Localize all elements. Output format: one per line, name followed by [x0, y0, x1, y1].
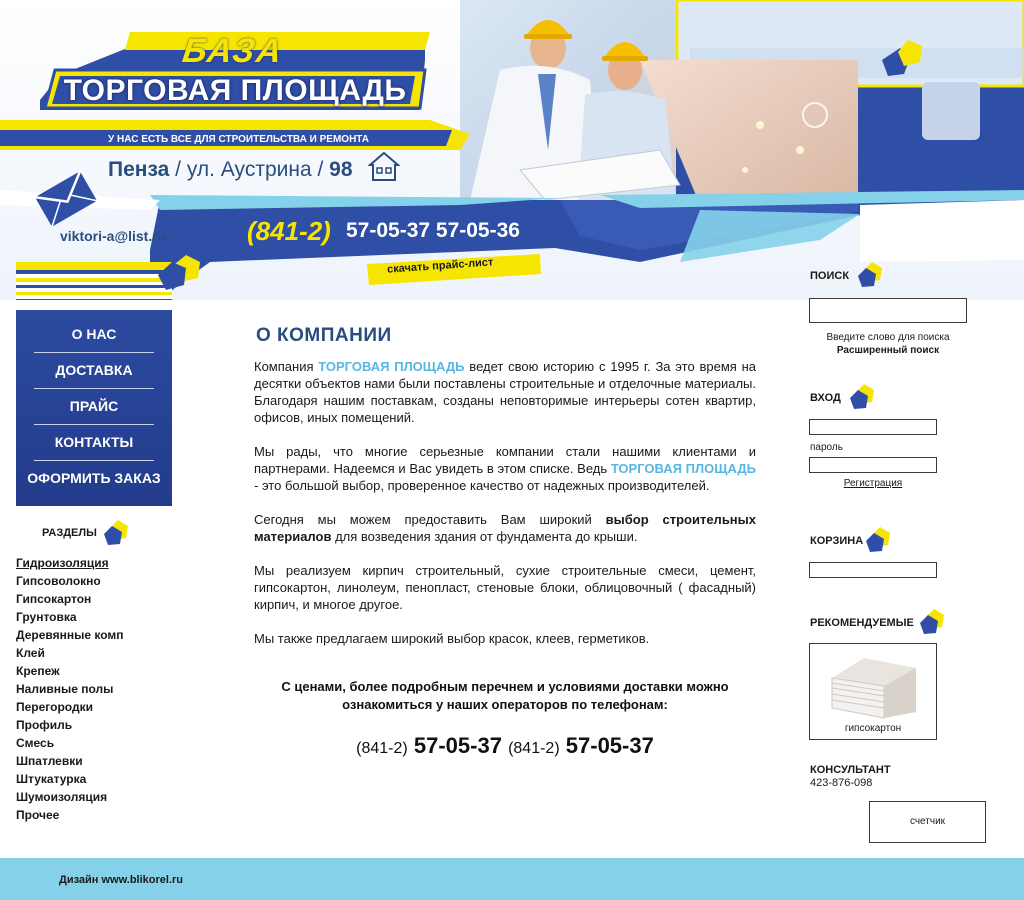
section-item[interactable]: Прочее — [16, 808, 60, 822]
section-item[interactable]: Деревянные комп — [16, 628, 124, 642]
text: - это большой выбор, проверенное качество от надежных производителей. — [254, 478, 710, 493]
about-text — [254, 358, 756, 664]
section-item[interactable]: Крепеж — [16, 664, 60, 678]
text: Мы рады, что многие серьезные компании стали нашими клиентами и партнерами. Надеемся и Вас увидеть в этом списке. Ведь — [254, 444, 756, 476]
address-house: 98 — [329, 158, 353, 181]
brand-highlight: ТОРГОВАЯ ПЛОЩАДЬ — [318, 359, 465, 374]
logo-top-text: БАЗА — [180, 32, 286, 70]
section-item[interactable]: Шумоизоляция — [16, 790, 108, 804]
paragraph — [254, 511, 756, 545]
section-item[interactable]: Наливные полы — [16, 682, 114, 696]
contact-phones — [254, 731, 756, 761]
paragraph: Мы реализуем кирпич строительный, сухие строительные смеси, цемент, гипсокартон, линолеум, пенопласт, стеновые блоки, облицовочный ( фасадный) кирпич, и многое другое. — [254, 563, 756, 612]
search-title: ПОИСК — [810, 270, 850, 282]
section-item[interactable]: Штукатурка — [16, 772, 87, 786]
consultant-phone: 423-876-098 — [810, 777, 873, 789]
phone-code: (841-2) — [508, 740, 560, 757]
nav-item-price[interactable]: ПРАЙС — [69, 398, 119, 414]
sections-title: РАЗДЕЛЫ — [42, 527, 97, 539]
page-title: О КОМПАНИИ — [256, 325, 392, 346]
phone-number: 57-05-37 — [565, 733, 654, 758]
phone-code: (841-2) — [356, 740, 408, 757]
address-city: Пенза — [108, 158, 170, 181]
pentagon-icon — [864, 525, 892, 553]
brand-highlight: ТОРГОВАЯ ПЛОЩАДЬ — [610, 461, 756, 476]
nav-item-about[interactable]: О НАС — [71, 326, 117, 342]
envelope-icon[interactable] — [32, 168, 100, 230]
plasterboard-image — [824, 650, 924, 720]
section-item[interactable]: Гипсокартон — [16, 592, 92, 606]
section-item[interactable]: Грунтовка — [16, 610, 77, 624]
address-street: / ул. Аустрина / — [175, 158, 324, 181]
pentagon-icon — [848, 382, 876, 410]
nav-item-contacts[interactable]: КОНТАКТЫ — [54, 434, 134, 450]
login-title: ВХОД — [810, 392, 841, 404]
search-hint: Введите слово для поиска — [826, 332, 950, 343]
text: Компания — [254, 359, 319, 374]
bold-text: выбор строительных материалов — [254, 512, 756, 544]
contact-cta: С ценами, более подробным перечнем и условиями доставки можно ознакомиться у наших операторов по телефонам: — [281, 679, 729, 712]
footer — [0, 858, 1024, 900]
phone-number: 57-05-37 — [413, 733, 502, 758]
recommended-title: РЕКОМЕНДУЕМЫЕ — [810, 617, 914, 629]
login-input[interactable] — [809, 419, 937, 435]
recommended-product-name: гипсокартон — [844, 723, 902, 734]
section-item[interactable]: Гипсоволокно — [16, 574, 101, 588]
price-list-button[interactable] — [365, 252, 542, 286]
advanced-search-link[interactable]: Расширенный поиск — [836, 345, 940, 356]
logo-main-text: ТОРГОВАЯ ПЛОЩАДЬ — [63, 74, 407, 107]
house-icon — [368, 150, 400, 182]
recommended-product-card[interactable] — [809, 643, 937, 740]
pentagon-icon — [856, 260, 884, 288]
nav-item-order[interactable]: ОФОРМИТЬ ЗАКАЗ — [27, 470, 161, 486]
section-item[interactable]: Клей — [16, 646, 45, 660]
section-item[interactable]: Гидроизоляция — [16, 556, 109, 570]
paragraph: Мы также предлагаем широкий выбор красок, клеев, герметиков. — [254, 631, 650, 646]
section-item[interactable]: Шпатлевки — [16, 754, 83, 768]
tagline: У НАС ЕСТЬ ВСЕ ДЛЯ СТРОИТЕЛЬСТВА И РЕМОНТА — [108, 134, 369, 145]
text: ведет свою историю с 1995 г. За это время на десятки объектов нами были поставлены строительные и отделочные материалы. Благодаря нашим поставкам, созданы неповторимые интерьеры сотен квартир, офисов, иных помещений. — [254, 359, 756, 425]
search-input[interactable] — [809, 298, 967, 323]
section-item[interactable]: Профиль — [16, 718, 73, 732]
address — [108, 156, 353, 184]
text: Сегодня мы можем предоставить Вам широкий — [254, 512, 606, 527]
section-item[interactable]: Перегородки — [16, 700, 93, 714]
register-link[interactable]: Регистрация — [843, 478, 903, 489]
email-link[interactable]: viktori-a@list.ru — [60, 228, 167, 244]
text: для возведения здания от фундамента до крыши. — [331, 529, 638, 544]
header-phone-code: (841-2) — [247, 216, 331, 246]
consultant-title: КОНСУЛЬТАНТ — [810, 764, 891, 776]
main-nav — [16, 310, 172, 506]
pentagon-icon — [918, 607, 946, 635]
section-item[interactable]: Смесь — [16, 736, 55, 750]
nav-item-delivery[interactable]: ДОСТАВКА — [55, 362, 133, 378]
price-list-label: скачать прайс-лист — [386, 256, 494, 276]
header-phone-numbers: 57-05-37 57-05-36 — [346, 219, 520, 242]
pentagon-icon — [102, 518, 130, 546]
paragraph — [254, 443, 756, 494]
cart-field[interactable] — [809, 562, 937, 578]
password-label: пароль — [810, 442, 843, 453]
header — [0, 0, 1024, 300]
cart-title: КОРЗИНА — [810, 535, 864, 547]
visitor-counter: счетчик — [869, 801, 986, 843]
design-credit: Дизайн www.blikorel.ru — [59, 874, 183, 886]
paragraph — [254, 358, 756, 426]
sections-list — [16, 554, 186, 824]
password-input[interactable] — [809, 457, 937, 473]
